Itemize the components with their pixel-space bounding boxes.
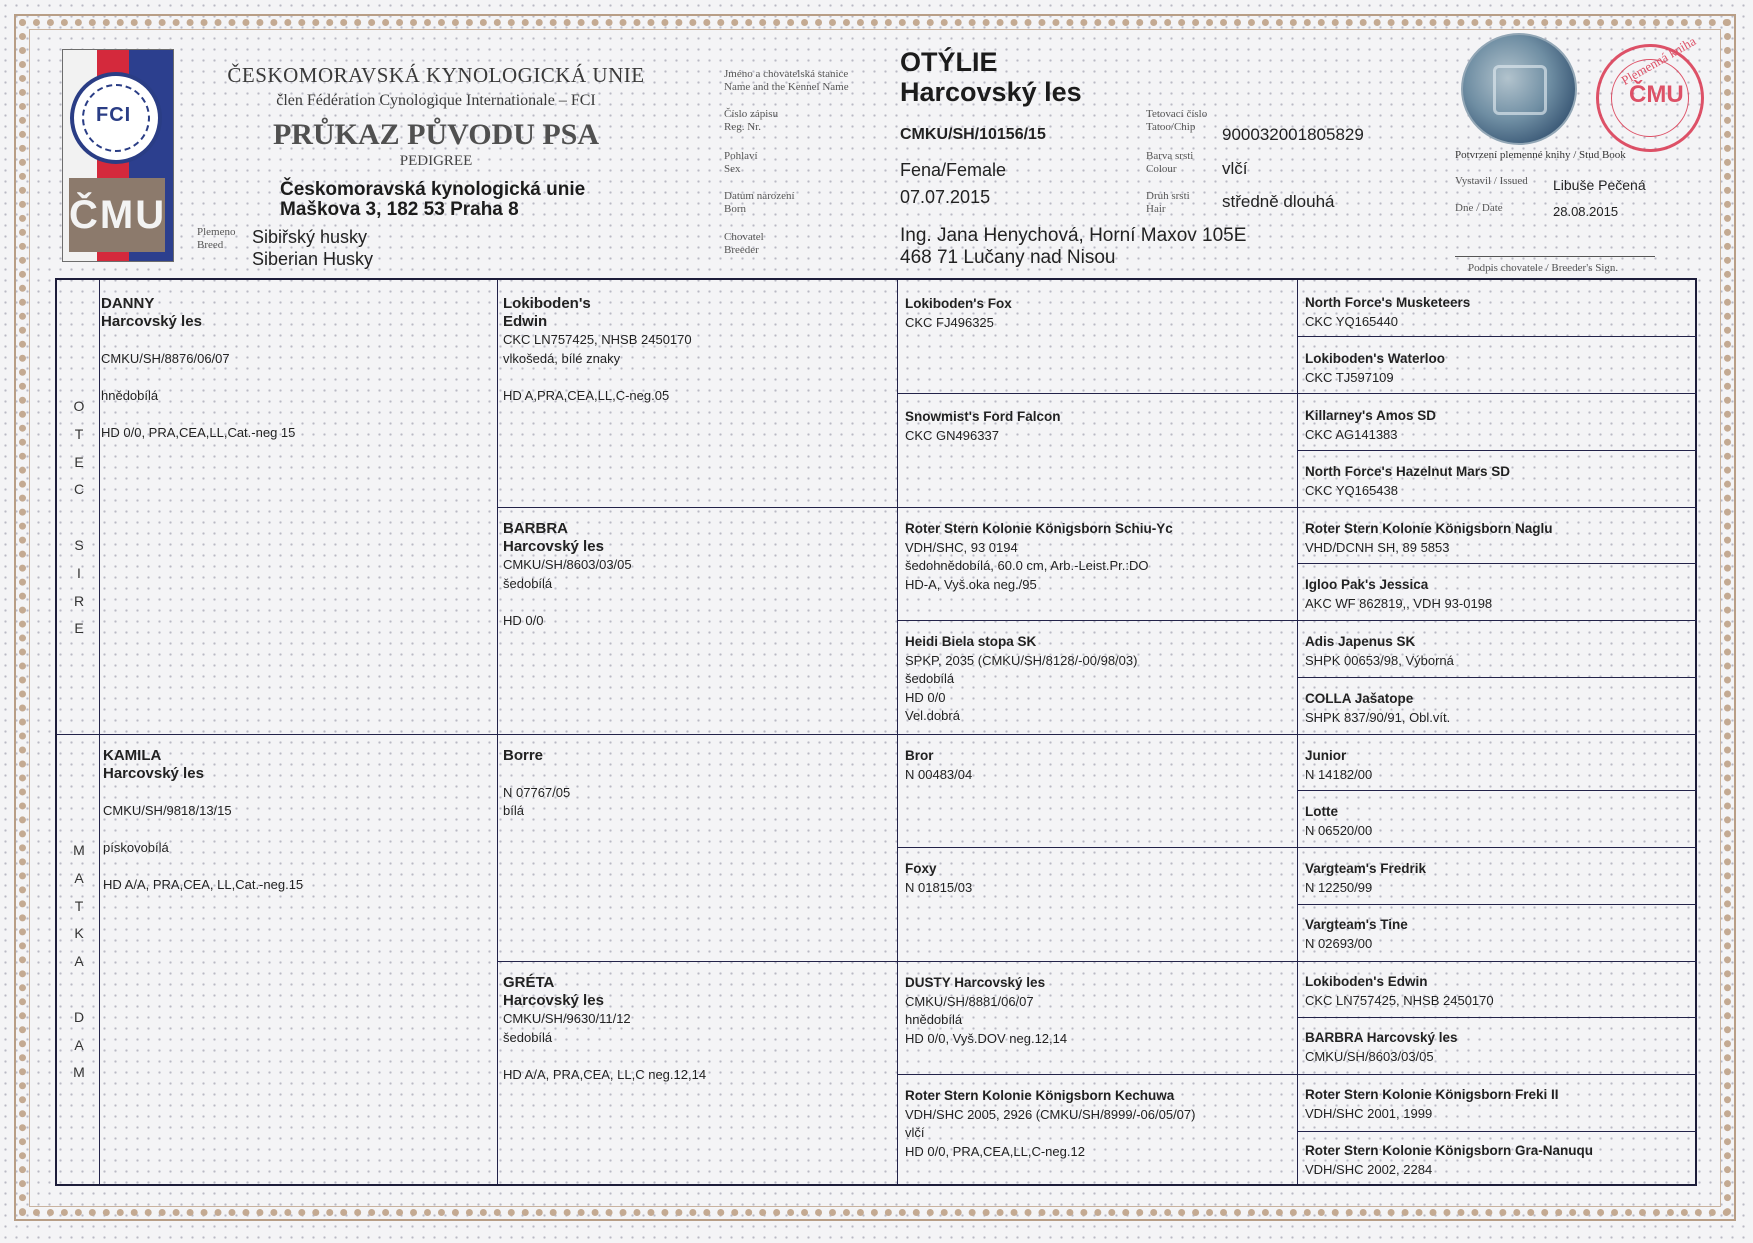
great-grandparent-entry: Bror N 00483/04 <box>905 748 973 782</box>
fci-badge <box>70 72 162 164</box>
grandparent-entry: Lokiboden's Edwin CKC LN757425, NHSB 2450170 vlkošedá, bílé znaky HD A,PRA,CEA,LL,C-neg.05 <box>503 295 692 403</box>
grandparent-entry: BARBRA Harcovský les CMKU/SH/8603/03/05 šedobílá HD 0/0 <box>503 520 632 628</box>
dam-entry: KAMILA Harcovský les CMKU/SH/9818/13/15 pískovobílá HD A/A, PRA,CEA, LL,Cat.-neg.15 <box>103 747 304 892</box>
reg-label: Číslo zápisu Reg. Nr. <box>724 108 779 133</box>
gen4-entry: BARBRA Harcovský les CMKU/SH/8603/03/05 <box>1305 1030 1458 1064</box>
born-value: 07.07.2015 <box>900 187 991 207</box>
signature-label: Podpis chovatele / Breeder's Sign. <box>1468 262 1619 274</box>
breed-label: Plemeno Breed <box>197 226 236 251</box>
dam-side-label: M A T K A D A M <box>73 842 85 1081</box>
name-label: Jméno a chovatelská stanice Name and the Kennel Name <box>724 68 849 93</box>
grandparent-entry: GRÉTA Harcovský les CMKU/SH/9630/11/12 šedobílá HD A/A, PRA,CEA, LL,C neg.12,14 <box>503 974 707 1082</box>
breed-value: Sibiřský husky Siberian Husky <box>252 227 374 269</box>
gen4-entry: Vargteam's Tine N 02693/00 <box>1305 917 1408 951</box>
cmu-logo-text: ČMU <box>69 178 165 252</box>
grandparent-entry: Borre N 07767/05 bílá <box>503 747 571 818</box>
gen4-entry: Vargteam's Fredrik N 12250/99 <box>1305 861 1427 895</box>
signature-line <box>1455 256 1655 257</box>
great-grandparent-entry: Snowmist's Ford Falcon CKC GN496337 <box>905 409 1061 443</box>
cmu-fci-logo <box>62 49 174 262</box>
organization-name: Českomoravská kynologická unie <box>280 179 586 200</box>
date-value: 28.08.2015 <box>1553 204 1619 219</box>
date-label: Dne / Date <box>1455 202 1503 214</box>
gen4-entry: Killarney's Amos SD CKC AG141383 <box>1305 408 1437 442</box>
gen4-entry: Roter Stern Kolonie Königsborn Gra-Nanuqu VDH/SHC 2002, 2284 <box>1305 1143 1594 1177</box>
great-grandparent-entry: Heidi Biela stopa SK SPKP, 2035 (CMKU/SH/8128/-00/98/03) šedobílá HD 0/0 Vel.dobrá <box>905 634 1138 723</box>
fci-logo-text: FCI <box>96 104 132 126</box>
issued-value: Libuše Pečená <box>1553 177 1646 193</box>
breeder-value: Ing. Jana Henychová, Horní Maxov 105E 468 71 Lučany nad Nisou <box>900 225 1247 268</box>
reg-number: CMKU/SH/10156/15 <box>900 126 1046 143</box>
colour-value: vlčí <box>1222 159 1248 178</box>
great-grandparent-entry: DUSTY Harcovský les CMKU/SH/8881/06/07 hnědobílá HD 0/0, Vyš.DOV neg.12,14 <box>905 975 1068 1046</box>
great-grandparent-entry: Lokiboden's Fox CKC FJ496325 <box>905 296 1012 330</box>
hologram-seal <box>1461 33 1577 145</box>
great-grandparent-entry: Foxy N 01815/03 <box>905 861 973 895</box>
hair-value: středně dlouhá <box>1222 192 1335 211</box>
sex-label: Pohlaví Sex <box>724 150 758 175</box>
organization-block <box>280 180 585 220</box>
breeder-label: Chovatel Breeder <box>724 231 764 256</box>
gen4-entry: Igloo Pak's Jessica AKC WF 862819,, VDH 93-0198 <box>1305 577 1493 611</box>
great-grandparent-entry: Roter Stern Kolonie Königsborn Kechuwa VDH/SHC 2005, 2926 (CMKU/SH/8999/-06/05/07) vlčí HD 0/0, PRA,CEA,LL,C-neg.12 <box>905 1088 1196 1159</box>
union-name: ČESKOMORAVSKÁ KYNOLOGICKÁ UNIE <box>227 63 645 87</box>
gen4-entry: Roter Stern Kolonie Königsborn Naglu VHD/DCNH SH, 89 5853 <box>1305 521 1553 555</box>
colour-label: Barva srsti Colour <box>1146 150 1194 175</box>
gen4-entry: Roter Stern Kolonie Königsborn Freki II VDH/SHC 2001, 1999 <box>1305 1087 1559 1121</box>
pedigree-table <box>55 278 1697 1186</box>
studbook-confirm: Potvrzení plemenné knihy / Stud Book <box>1455 149 1626 161</box>
chip-label: Tetovací číslo Tatoo/Chip <box>1146 108 1208 133</box>
sire-side-label: O T E C S I R E <box>73 398 85 637</box>
great-grandparent-entry: Roter Stern Kolonie Königsborn Schiu-Yc VDH/SHC, 93 0194 šedohnědobílá, 60.0 cm, Arb.-Leist.Pr.:DO HD-A, Vyš.oka neg./95 <box>905 521 1173 592</box>
gen4-entry: North Force's Hazelnut Mars SD CKC YQ165438 <box>1305 464 1510 498</box>
fci-membership: člen Fédération Cynologique Internationale – FCI <box>276 92 596 109</box>
born-label: Datum narození Born <box>724 190 795 215</box>
gen4-entry: COLLA Jašatope SHPK 837/90/91, Obl.vít. <box>1305 691 1451 725</box>
organization-address: Maškova 3, 182 53 Praha 8 <box>280 199 519 220</box>
gen4-entry: Adis Japenus SK SHPK 00653/98, Výborná <box>1305 634 1454 668</box>
hair-label: Druh srsti Hair <box>1146 190 1190 215</box>
document-title: PRŮKAZ PŮVODU PSA <box>272 118 600 151</box>
gen4-entry: Junior N 14182/00 <box>1305 748 1373 782</box>
studbook-stamp: Plemenná kniha ČMU <box>1596 44 1704 152</box>
sex-value: Fena/Female <box>900 160 1007 180</box>
gen4-entry: Lokiboden's Edwin CKC LN757425, NHSB 2450170 <box>1305 974 1494 1008</box>
document-subtitle: PEDIGREE <box>399 153 473 169</box>
dog-name: OTÝLIE Harcovský les <box>900 47 1082 107</box>
chip-value: 900032001805829 <box>1222 125 1364 144</box>
gen4-entry: North Force's Musketeers CKC YQ165440 <box>1305 295 1471 329</box>
sire-entry: DANNY Harcovský les CMKU/SH/8876/06/07 hnědobílá HD 0/0, PRA,CEA,LL,Cat.-neg 15 <box>101 295 296 440</box>
gen4-entry: Lokiboden's Waterloo CKC TJ597109 <box>1305 351 1445 385</box>
gen4-entry: Lotte N 06520/00 <box>1305 804 1373 838</box>
issued-label: Vystavil / Issued <box>1455 175 1528 187</box>
